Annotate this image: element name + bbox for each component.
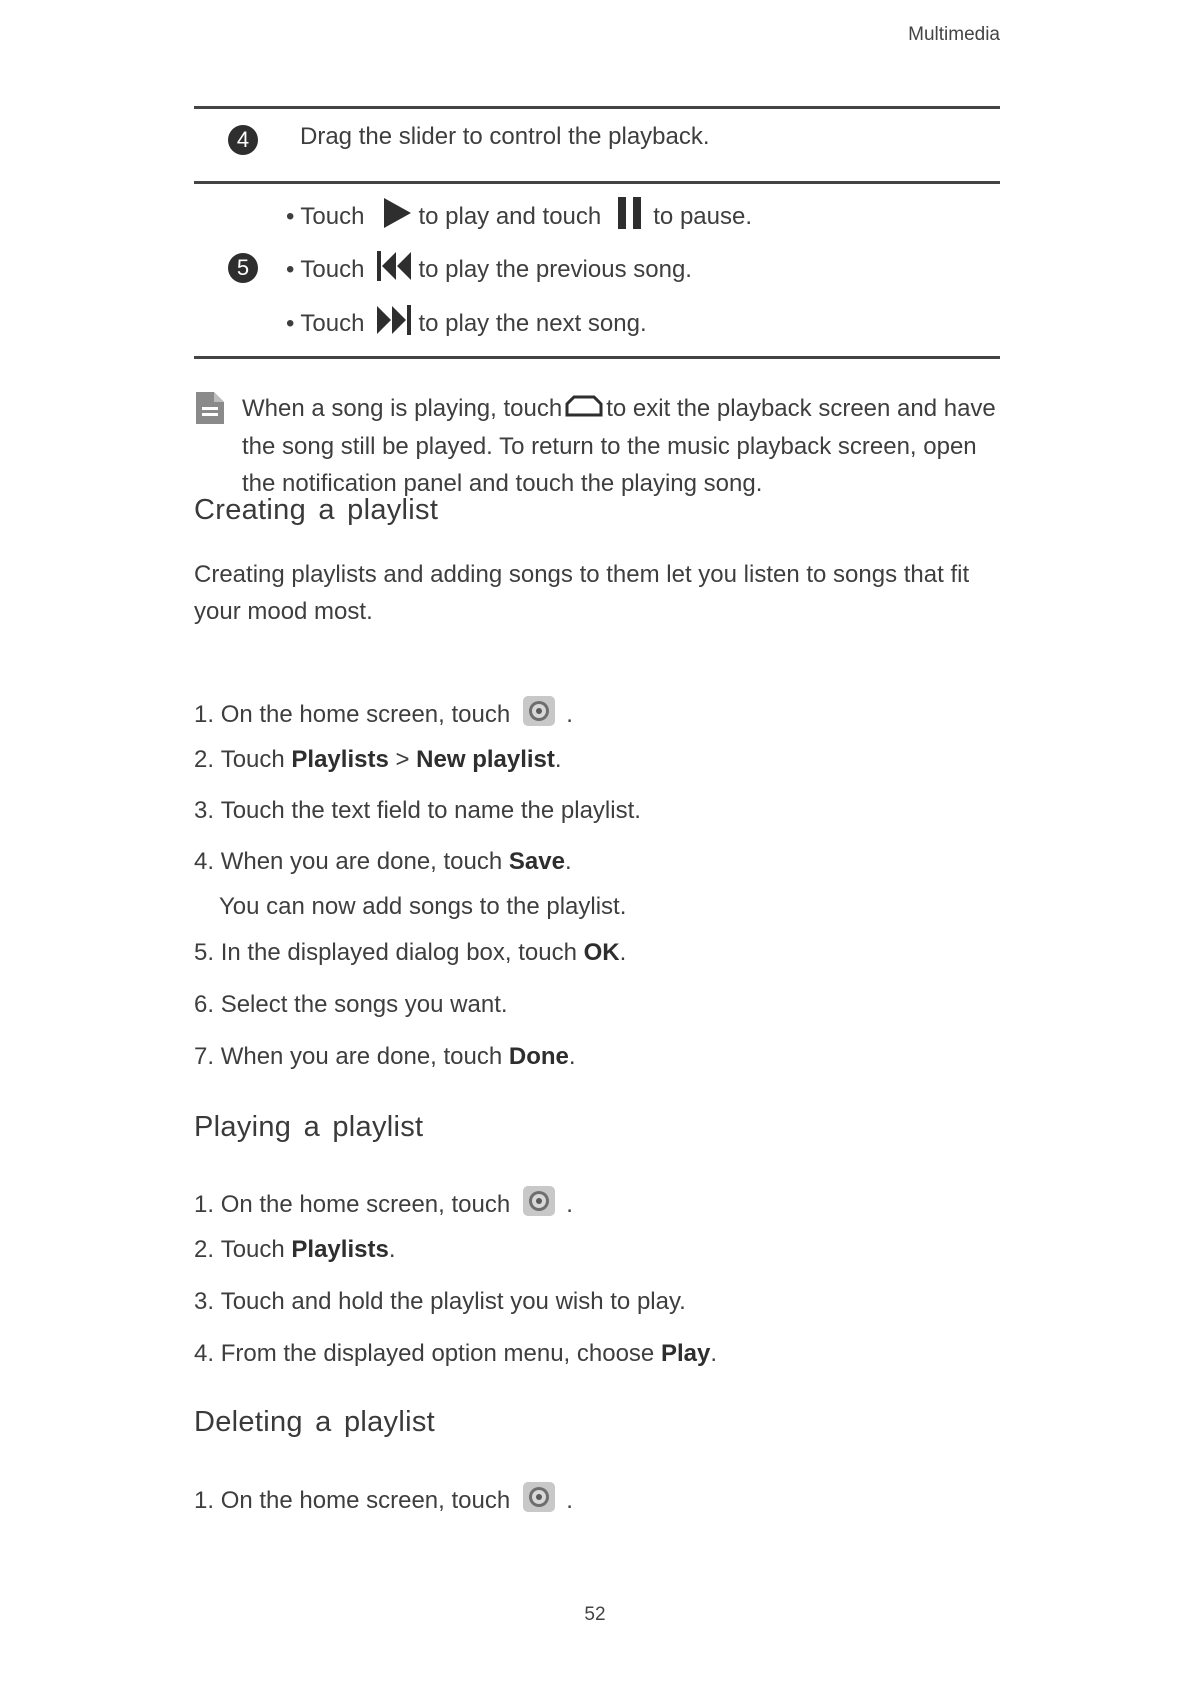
note-icon	[194, 390, 226, 431]
bullet-text: to play the next song.	[418, 309, 647, 337]
page-number: 52	[584, 1604, 606, 1625]
previous-track-icon	[376, 250, 412, 289]
list-item: 3. Touch the text field to name the playlist.	[194, 797, 641, 824]
list-item: 1. On the home screen, touch .	[194, 1481, 573, 1520]
running-head: Multimedia	[908, 24, 1000, 45]
next-track-icon	[376, 304, 412, 343]
controls-table	[194, 106, 1000, 359]
bullet-text: to play the previous song.	[418, 255, 692, 283]
section-intro: Creating playlists and adding songs to them let you listen to songs that fit your mood most.	[194, 561, 970, 625]
list-item: 2. Touch Playlists .	[194, 1236, 396, 1263]
pause-icon	[617, 196, 643, 237]
list-item: 4. When you are done, touch Save .	[194, 848, 572, 875]
music-app-icon	[522, 695, 556, 734]
music-app-icon	[522, 1185, 556, 1224]
table-rule-bottom	[194, 356, 1000, 359]
list-item: 5. In the displayed dialog box, touch OK .	[194, 939, 627, 966]
list-item: 1. On the home screen, touch .	[194, 695, 573, 734]
bullet-item: • Touch to play and touch to pause.	[286, 196, 752, 237]
bullet-touch-label: Touch	[300, 309, 365, 337]
section-heading-creating: Creating a playlist	[194, 494, 439, 526]
list-item: 7. When you are done, touch Done .	[194, 1043, 576, 1070]
table-row-5	[194, 184, 1000, 356]
list-item: 2. Touch Playlists > New playlist .	[194, 746, 562, 773]
play-icon	[382, 197, 412, 236]
bullet-text: to play and touch	[418, 202, 602, 230]
list-item-note: You can now add songs to the playlist.	[219, 893, 627, 920]
bullet-touch-label: Touch	[300, 202, 365, 230]
list-item: 6. Select the songs you want.	[194, 991, 508, 1018]
note-text: When a song is playing, touch to exit the playback screen and have the song still be played. To return to the music playback screen, open the notification panel and touch the playing song.	[242, 390, 1002, 502]
table-row-4	[194, 109, 1000, 181]
list-item: 4. From the displayed option menu, choose Play .	[194, 1340, 717, 1367]
section-heading-deleting: Deleting a playlist	[194, 1406, 435, 1438]
row-text: Drag the slider to control the playback.	[300, 123, 710, 150]
music-app-icon	[522, 1481, 556, 1520]
bullet-item: • Touch to play the previous song.	[286, 250, 692, 289]
row-number-badge: 5	[228, 253, 258, 283]
bullet-text-end: to pause.	[653, 202, 753, 230]
list-item: 1. On the home screen, touch .	[194, 1185, 573, 1224]
row-number-badge: 4	[228, 125, 258, 155]
list-item: 3. Touch and hold the playlist you wish to play.	[194, 1288, 686, 1315]
home-icon	[564, 391, 604, 428]
bullet-item: • Touch to play the next song.	[286, 304, 647, 343]
section-heading-playing: Playing a playlist	[194, 1111, 424, 1143]
bullet-touch-label: Touch	[300, 255, 365, 283]
